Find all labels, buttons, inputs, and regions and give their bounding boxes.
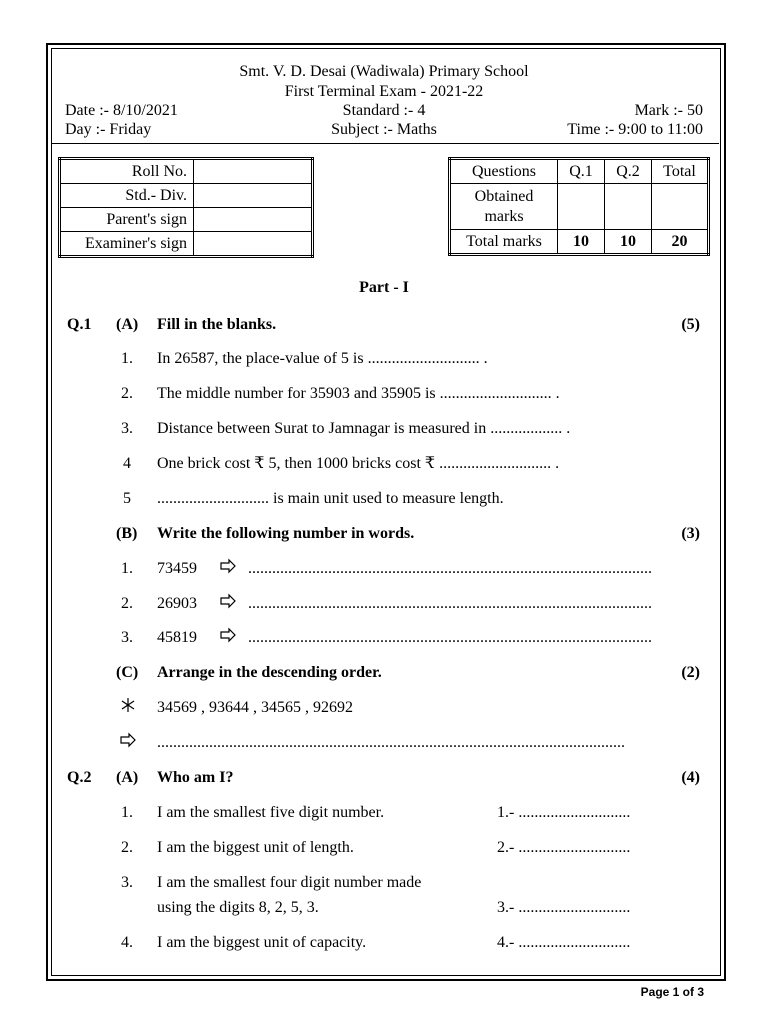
q1b-item2-line: ..................................................................................................... (248, 595, 652, 612)
exam-mark: Mark :- 50 (634, 102, 703, 119)
q2a-item4-text: I am the biggest unit of capacity. (157, 934, 367, 951)
grand-total: 20 (652, 230, 709, 255)
q1a-marks: (5) (681, 316, 700, 333)
table-row (450, 159, 709, 184)
q2a-item1-answer: 1.- ............................ (497, 804, 631, 821)
q2a-item3-text: I am the smallest four digit number made (157, 874, 422, 891)
q2a-item4-answer: 4.- ............................ (497, 934, 631, 951)
q2a-item2-answer: 2.- ............................ (497, 839, 631, 856)
q1-header: Q.1 (558, 159, 605, 184)
school-name: Smt. V. D. Desai (Wadiwala) Primary School (239, 63, 529, 80)
exam-day: Day :- Friday (65, 121, 152, 138)
q1b-label: (B) (116, 525, 138, 542)
table-row (450, 230, 709, 255)
q2-label: Q.2 (67, 769, 92, 786)
q1c-answer-line: ..................................................................................................................... (157, 734, 625, 751)
q2a-item2-text: I am the biggest unit of length. (157, 839, 354, 856)
q1a-item1-text: In 26587, the place-value of 5 is ............................ . (157, 350, 488, 367)
table-row (60, 208, 313, 232)
std-div-label: Std.- Div. (60, 184, 194, 208)
page-number: Page 1 of 3 (640, 985, 704, 999)
q1b-item1-num: 1. (121, 560, 133, 577)
q1a-item4-text: One brick cost ₹ 5, then 1000 bricks cost ₹ ............................ . (157, 455, 560, 472)
q1b-title: Write the following number in words. (157, 525, 415, 542)
table-row (60, 184, 313, 208)
q1a-title: Fill in the blanks. (157, 316, 277, 333)
std-div-field[interactable] (194, 184, 313, 208)
parent-sign-field[interactable] (194, 208, 313, 232)
q1-total: 10 (558, 230, 605, 255)
q2a-title: Who am I? (157, 769, 234, 786)
obtained-line2: marks (484, 207, 524, 225)
q2a-item1-text: I am the smallest five digit number. (157, 804, 385, 821)
total-header: Total (652, 159, 709, 184)
q2a-label: (A) (116, 769, 139, 786)
q1b-item2-number: 26903 (157, 595, 197, 612)
parent-sign-label: Parent's sign (60, 208, 194, 232)
q2a-item4-num: 4. (121, 934, 133, 951)
q1b-item3-number: 45819 (157, 629, 197, 646)
total-obtained-field[interactable] (652, 184, 709, 230)
q1c-marks: (2) (681, 664, 700, 681)
q1a-item5-text: ............................ is main unit used to measure length. (157, 490, 504, 507)
table-row (450, 184, 709, 230)
obtained-line1: Obtained (474, 187, 534, 205)
total-marks-label: Total marks (450, 230, 558, 255)
q1-label: Q.1 (67, 316, 92, 333)
q2a-item2-num: 2. (121, 839, 133, 856)
questions-header: Questions (450, 159, 558, 184)
q1b-item1-line: ..................................................................................................... (248, 560, 652, 577)
q1a-item3-text: Distance between Surat to Jamnagar is measured in .................. . (157, 420, 571, 437)
exam-subject: Subject :- Maths (331, 121, 437, 138)
marks-table (448, 157, 710, 256)
q2-header: Q.2 (605, 159, 652, 184)
q1c-label: (C) (116, 664, 139, 681)
q1a-item3-num: 3. (121, 420, 133, 437)
q1b-item3-line: ..................................................................................................... (248, 629, 652, 646)
arrow-right-icon (220, 627, 236, 648)
student-info-table (58, 157, 314, 258)
exam-date: Date :- 8/10/2021 (65, 102, 178, 119)
q2-total: 10 (605, 230, 652, 255)
exam-time: Time :- 9:00 to 11:00 (567, 121, 703, 138)
roll-no-label: Roll No. (60, 159, 194, 184)
part-title: Part - I (359, 279, 409, 296)
header-divider (51, 143, 719, 144)
roll-no-field[interactable] (194, 159, 313, 184)
q1-obtained-field[interactable] (558, 184, 605, 230)
q2a-item3-answer: 3.- ............................ (497, 899, 631, 916)
q1b-item2-num: 2. (121, 595, 133, 612)
exam-title: First Terminal Exam - 2021-22 (284, 83, 484, 100)
q1a-item2-num: 2. (121, 385, 133, 402)
arrow-right-icon (120, 732, 136, 753)
examiner-sign-field[interactable] (194, 232, 313, 257)
q1c-numbers: 34569 , 93644 , 34565 , 92692 (157, 699, 353, 716)
q1b-marks: (3) (681, 525, 700, 542)
examiner-sign-label: Examiner's sign (60, 232, 194, 257)
table-row (60, 159, 313, 184)
q1a-label: (A) (116, 316, 139, 333)
q1c-title: Arrange in the descending order. (157, 664, 382, 681)
q1a-item4-num: 4 (123, 455, 131, 472)
arrow-right-icon (220, 558, 236, 579)
table-row (60, 232, 313, 257)
q2a-item3-num: 3. (121, 874, 133, 891)
asterisk-icon (120, 697, 136, 718)
arrow-right-icon (220, 593, 236, 614)
exam-standard: Standard :- 4 (342, 102, 426, 119)
q1a-item1-num: 1. (121, 350, 133, 367)
obtained-marks-label (450, 184, 558, 230)
q2a-item3-text2: using the digits 8, 2, 5, 3. (157, 899, 319, 916)
q2a-item1-num: 1. (121, 804, 133, 821)
q1b-item3-num: 3. (121, 629, 133, 646)
q2a-marks: (4) (681, 769, 700, 786)
q2-obtained-field[interactable] (605, 184, 652, 230)
q1a-item2-text: The middle number for 35903 and 35905 is ............................ . (157, 385, 560, 402)
q1a-item5-num: 5 (123, 490, 131, 507)
q1b-item1-number: 73459 (157, 560, 197, 577)
